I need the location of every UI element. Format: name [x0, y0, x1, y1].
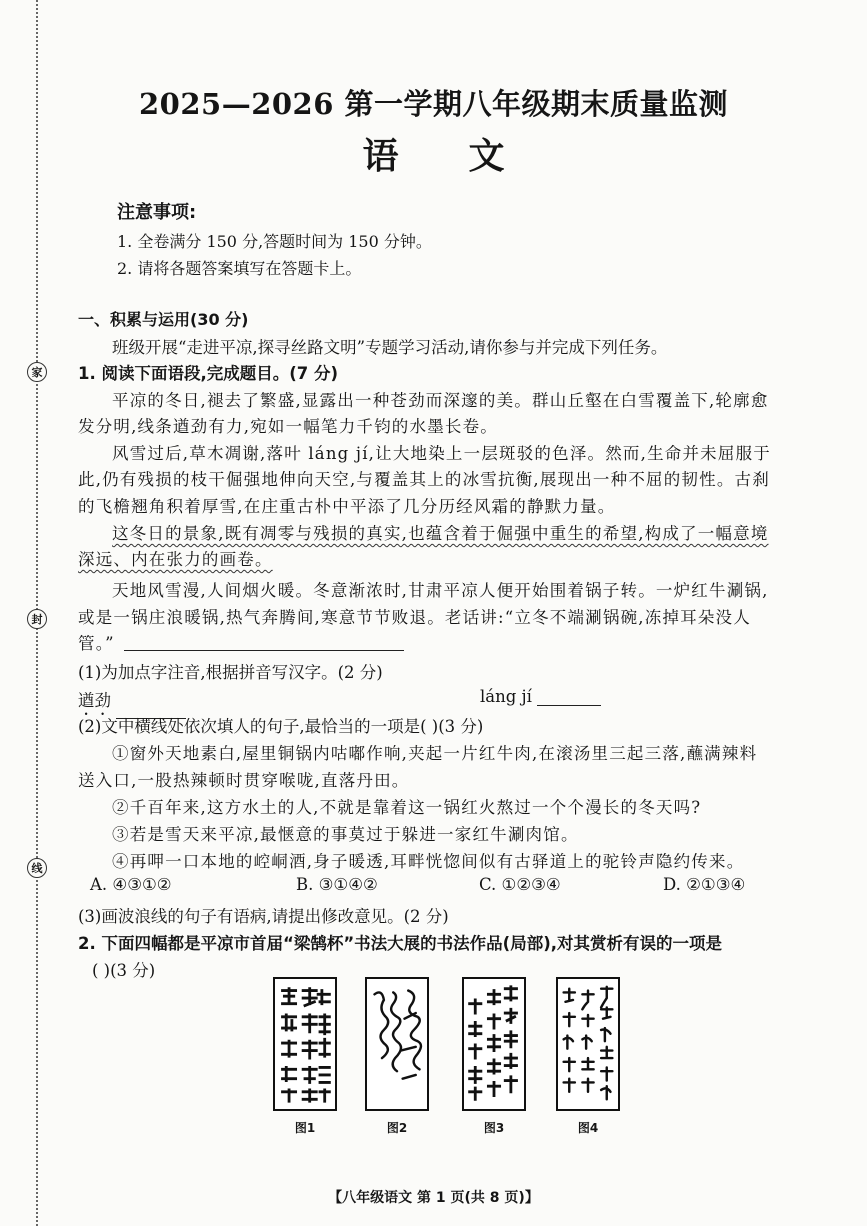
calligraphy-figure-3: [462, 977, 526, 1111]
sub-question-3: (3)画波浪线的句子有语病,请提出修改意见。(2 分): [78, 907, 449, 926]
sentence-option: 送入口,一股热辣顿时贯穿喉咙,直落丹田。: [78, 771, 410, 790]
passage-line: 发分明,线条遒劲有力,宛如一幅笔力千钧的水墨长卷。: [78, 417, 498, 436]
figure-caption: 图2: [386, 1121, 408, 1135]
passage-line: 平凉的冬日,褪去了繁盛,显露出一种苍劲而深邃的美。群山丘壑在白雪覆盖下,轮廓愈: [112, 391, 769, 410]
passage-line: 管。”: [78, 634, 115, 653]
sentence-option: ②千百年来,这方水土的人,不就是靠着这一锅红火熬过一个个漫长的冬天吗?: [112, 798, 702, 817]
calligraphy-figure-4: [556, 977, 620, 1111]
question-1-stem: 1. 阅读下面语段,完成题目。(7 分): [78, 364, 339, 383]
wavy-sentence: 深远、内在张力的画卷。: [78, 550, 273, 569]
answer-option-c[interactable]: C. ①②③④: [479, 875, 561, 894]
calligraphy-image: [275, 979, 335, 1109]
figure-caption: 图1: [294, 1121, 316, 1135]
passage-line: 风雪过后,草木凋谢,落叶 láng jí,让大地染上一层斑驳的色泽。然而,生命并未屈服于: [112, 444, 771, 463]
calligraphy-figure-1: [273, 977, 337, 1111]
note-item: 1. 全卷满分 150 分,答题时间为 150 分钟。: [117, 232, 432, 251]
section-intro: 班级开展“走进平凉,探寻丝路文明”专题学习活动,请你参与并完成下列任务。: [112, 338, 668, 357]
notes-heading: 注意事项:: [117, 202, 197, 223]
word-item-b: [480, 687, 601, 706]
subject-title: 语文: [362, 135, 575, 177]
section-heading: 一、积累与运用(30 分): [78, 310, 249, 329]
answer-option-d[interactable]: D. ②①③④: [663, 875, 746, 894]
sub-question-1: (1)为加点字注音,根据拼音写汉字。(2 分): [78, 663, 383, 682]
binding-mark-1: 家: [27, 362, 47, 382]
question-2-stem: 2. 下面四幅都是平凉市首届“梁鹄杯”书法大展的书法作品(局部),对其赏析有误的一项是: [78, 934, 723, 953]
answer-option-a[interactable]: A. ④③①②: [90, 875, 172, 894]
note-item: 2. 请将各题答案填写在答题卡上。: [117, 259, 362, 278]
answer-blank[interactable]: [537, 689, 601, 706]
binding-mark-3: 线: [27, 858, 47, 878]
sub-question-2: (2)文中横线处依次填人的句子,最恰当的一项是( )(3 分): [78, 717, 484, 736]
sentence-option: ①窗外天地素白,屋里铜锅内咕嘟作响,夹起一片红牛肉,在滚汤里三起三落,蘸满辣料: [112, 744, 758, 763]
wavy-sentence: 这冬日的景象,既有凋零与残损的真实,也蕴含着于倔强中重生的希望,构成了一幅意境: [112, 524, 769, 543]
figure-caption: 图4: [577, 1121, 599, 1135]
answer-option-b[interactable]: B. ③①④②: [296, 875, 378, 894]
passage-line: 的飞檐翘角积着厚雪,在庄重古朴中平添了几分历经风霜的静默力量。: [78, 497, 616, 516]
page-footer: 【八年级语文 第 1 页(共 8 页)】: [328, 1190, 539, 1206]
pinyin-word: láng jí: [480, 687, 532, 706]
sentence-option: ④再呷一口本地的崆峒酒,身子暖透,耳畔恍惚间似有古驿道上的驼铃声隐约传来。: [112, 852, 745, 871]
binding-mark-2: 封: [27, 609, 47, 629]
passage-line: 此,仍有残损的枝干倔强地伸向天空,与覆盖其上的冰雪抗衡,展现出一种不屈的韧性。古刹: [78, 470, 770, 489]
figure-caption: 图3: [483, 1121, 505, 1135]
calligraphy-image: [367, 979, 427, 1109]
passage-line: 或是一锅庄浪暖锅,热气奔腾间,寒意节节败退。老话讲:“立冬不端涮锅碗,冻掉耳朵没人: [78, 608, 751, 627]
exam-title: 2025—2026 第一学期八年级期末质量监测: [138, 87, 729, 121]
calligraphy-image: [464, 979, 524, 1109]
calligraphy-image: [558, 979, 618, 1109]
sentence-option: ③若是雪天来平凉,最惬意的事莫过于躲进一家红牛涮肉馆。: [112, 825, 579, 844]
passage-line: 天地风雪漫,人间烟火暖。冬意渐浓时,甘肃平凉人便开始围着锅子转。一炉红牛涮锅,: [112, 581, 769, 600]
question-2-bracket: ( )(3 分): [92, 961, 156, 980]
fill-blank-line[interactable]: [124, 634, 404, 651]
dotted-word: 遒劲: [78, 691, 111, 710]
calligraphy-figure-2: [365, 977, 429, 1111]
